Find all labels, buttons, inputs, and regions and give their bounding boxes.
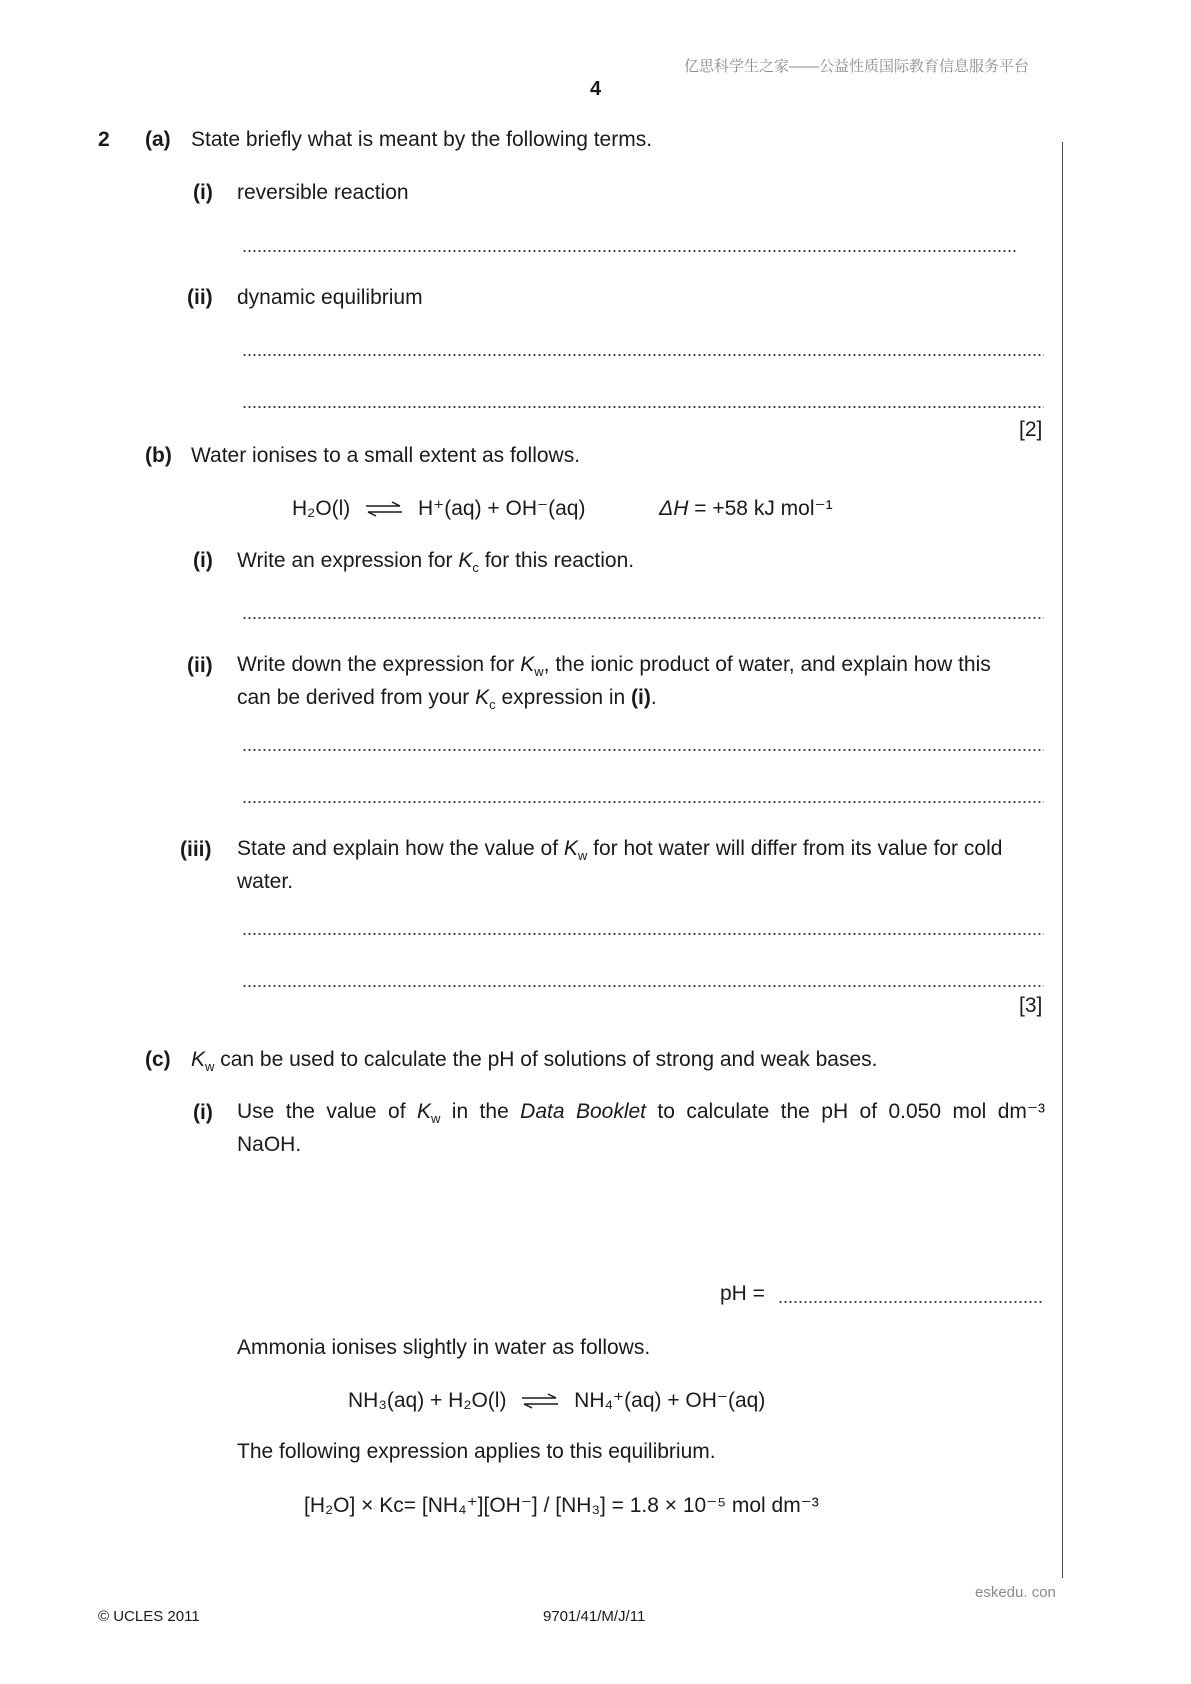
part-a-label: (a) <box>145 128 171 151</box>
ph-answer-line[interactable] <box>778 1300 1044 1304</box>
ammonia-equation <box>348 1388 765 1413</box>
answer-line[interactable] <box>242 748 1044 752</box>
delta-h-value: = +58 kJ mol⁻¹ <box>694 497 833 520</box>
part-b-ii-text: Write down the expression for $K_w$, the ionic product of water, and explain how this can be derived from your $K_c$ expression in (i). <box>237 653 991 713</box>
answer-line[interactable] <box>242 984 1044 988</box>
answer-line[interactable] <box>242 249 1018 253</box>
part-c-label: (c) <box>145 1048 171 1071</box>
answer-line[interactable] <box>242 353 1044 357</box>
delta-h-symbol: ΔH <box>659 497 689 520</box>
part-a-i-text: reversible reaction <box>237 181 409 204</box>
equilibrium-expression: [H₂O] × Kc= [NH₄⁺][OH⁻] / [NH₃] = 1.8 × 10⁻⁵ mol dm⁻³ <box>304 1494 819 1517</box>
part-b-iii-text: State and explain how the value of $K_w$ for hot water will differ from its value for cold water. <box>237 837 1003 894</box>
part-b-ii-label: (ii) <box>187 654 213 677</box>
part-c-i-label: (i) <box>193 1101 213 1124</box>
equation-lhs: H₂O(l) <box>292 497 351 520</box>
question-number: 2 <box>98 128 110 151</box>
part-a-ii-label: (ii) <box>187 286 213 309</box>
ammonia-text: Ammonia ionises slightly in water as follows. <box>237 1336 651 1359</box>
equation-rhs: H⁺(aq) + OH⁻(aq) <box>418 497 586 520</box>
marks-b: [3] <box>1019 994 1043 1017</box>
answer-line[interactable] <box>242 405 1044 409</box>
part-a-i-label: (i) <box>193 181 213 204</box>
page-number: 4 <box>590 78 602 100</box>
ph-label: pH = <box>720 1282 765 1305</box>
part-c-i-text: Use the value of $K_w$ in the Data Booklet to calculate the pH of 0.050 mol dm⁻³ NaOH. <box>237 1100 1045 1157</box>
footer-code: 9701/41/M/J/11 <box>543 1608 646 1625</box>
marks-a: [2] <box>1019 418 1043 441</box>
part-b-i-text: Write an expression for $K_c$ for this reaction. <box>237 549 635 576</box>
part-a-ii-text: dynamic equilibrium <box>237 286 423 309</box>
footer-site: eskedu. con <box>975 1584 1056 1601</box>
part-c-text: $K_w$ can be used to calculate the pH of solutions of strong and weak bases. <box>191 1048 878 1075</box>
part-b-text: Water ionises to a small extent as follows. <box>191 444 581 467</box>
header-watermark: 亿思科学生之家——公益性质国际教育信息服务平台 <box>684 58 1030 75</box>
answer-line[interactable] <box>242 932 1044 936</box>
answer-line[interactable] <box>242 800 1044 804</box>
part-b-label: (b) <box>145 444 172 467</box>
answer-line[interactable] <box>242 616 1044 620</box>
part-b-iii-label: (iii) <box>180 838 212 861</box>
expression-text: The following expression applies to this equilibrium. <box>237 1440 716 1463</box>
part-a-text: State briefly what is meant by the following terms. <box>191 128 653 151</box>
footer-copyright: © UCLES 2011 <box>98 1608 200 1625</box>
ammonia-eq-rhs: NH₄⁺(aq) + OH⁻(aq) <box>574 1389 766 1412</box>
equilibrium-arrows-icon <box>520 1393 560 1409</box>
water-equation <box>292 496 833 521</box>
ammonia-eq-lhs: NH₃(aq) + H₂O(l) <box>348 1389 507 1412</box>
equilibrium-arrows-icon <box>364 501 404 517</box>
margin-line <box>1062 142 1063 1578</box>
part-b-i-label: (i) <box>193 549 213 572</box>
